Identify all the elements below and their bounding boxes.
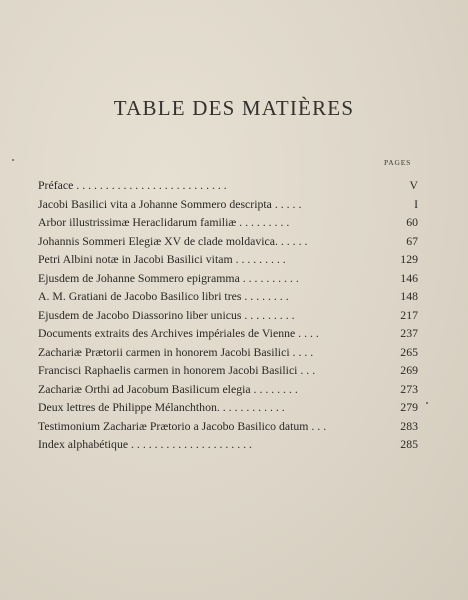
toc-entry-page: 285 — [400, 437, 418, 451]
toc-entry-title: Johannis Sommeri Elegiæ XV de clade moldavica. . . . . . — [38, 233, 308, 248]
toc-entry — [38, 361, 418, 380]
toc-entry — [38, 380, 418, 399]
toc-entry-page: 129 — [400, 252, 418, 266]
toc-entry-title: A. M. Gratiani de Jacobo Basilico libri tres . . . . . . . . — [38, 289, 289, 303]
toc-entry-title: Ejusdem de Jacobo Diassorino liber unicus . . . . . . . . . — [38, 307, 295, 322]
toc-entry-title: Zachariæ Orthi ad Jacobum Basilicum elegia . . . . . . . . — [38, 381, 298, 396]
table-of-contents — [38, 176, 418, 454]
toc-entry-page: V — [409, 178, 418, 192]
pages-column-label: PAGES — [384, 158, 412, 167]
toc-entry-title: Documents extraits des Archives impériales de Vienne . . . . — [38, 326, 319, 340]
toc-entry-title: Jacobi Basilici vita a Johanne Sommero descripta . . . . . — [38, 196, 302, 211]
toc-entry-page: 148 — [400, 289, 418, 303]
toc-entry — [38, 417, 418, 436]
toc-entry — [38, 343, 418, 362]
page-title: TABLE DES MATIÈRES — [113, 96, 355, 120]
toc-entry-page: 279 — [400, 400, 418, 414]
toc-entry — [38, 435, 418, 454]
toc-entry-page: 67 — [406, 233, 418, 248]
toc-entry-title: Testimonium Zachariæ Prætorio a Jacobo Basilico datum . . . — [38, 418, 327, 433]
toc-entry — [38, 250, 418, 269]
toc-entry-page: 237 — [400, 326, 418, 340]
toc-entry — [38, 232, 418, 251]
toc-entry-page: 265 — [400, 344, 418, 359]
toc-entry-title: Préface . . . . . . . . . . . . . . . . . . . . . . . . . . — [38, 178, 227, 192]
toc-entry-title: Francisci Raphaelis carmen in honorem Jacobi Basilici . . . — [38, 363, 316, 377]
toc-entry-title: Petri Albini notæ in Jacobi Basilici vitam . . . . . . . . . — [38, 252, 286, 266]
toc-entry — [38, 176, 418, 195]
paper-speck — [12, 159, 14, 161]
toc-entry-page: 217 — [400, 307, 418, 322]
toc-entry — [38, 398, 418, 417]
toc-entry-title: Arbor illustrissimæ Heraclidarum familiæ . . . . . . . . . — [38, 215, 290, 229]
toc-entry — [38, 269, 418, 288]
toc-entry-title: Zachariæ Prætorii carmen in honorem Jacobi Basilici . . . . — [38, 344, 314, 359]
toc-entry-page: 146 — [400, 270, 418, 285]
toc-entry — [38, 306, 418, 325]
paper-speck — [426, 402, 428, 404]
toc-entry-title: Deux lettres de Philippe Mélanchthon. . . . . . . . . . . . — [38, 400, 285, 414]
toc-entry-page: 60 — [406, 215, 418, 229]
toc-entry — [38, 287, 418, 306]
toc-entry-page: 273 — [400, 381, 418, 396]
toc-entry — [38, 195, 418, 214]
toc-entry-page: I — [414, 196, 418, 211]
toc-entry — [38, 213, 418, 232]
toc-entry-page: 269 — [400, 363, 418, 377]
toc-entry-page: 283 — [400, 418, 418, 433]
toc-entry-title: Ejusdem de Johanne Sommero epigramma . . . . . . . . . . — [38, 270, 299, 285]
toc-entry-title: Index alphabétique . . . . . . . . . . . . . . . . . . . . . — [38, 437, 252, 451]
toc-entry — [38, 324, 418, 343]
